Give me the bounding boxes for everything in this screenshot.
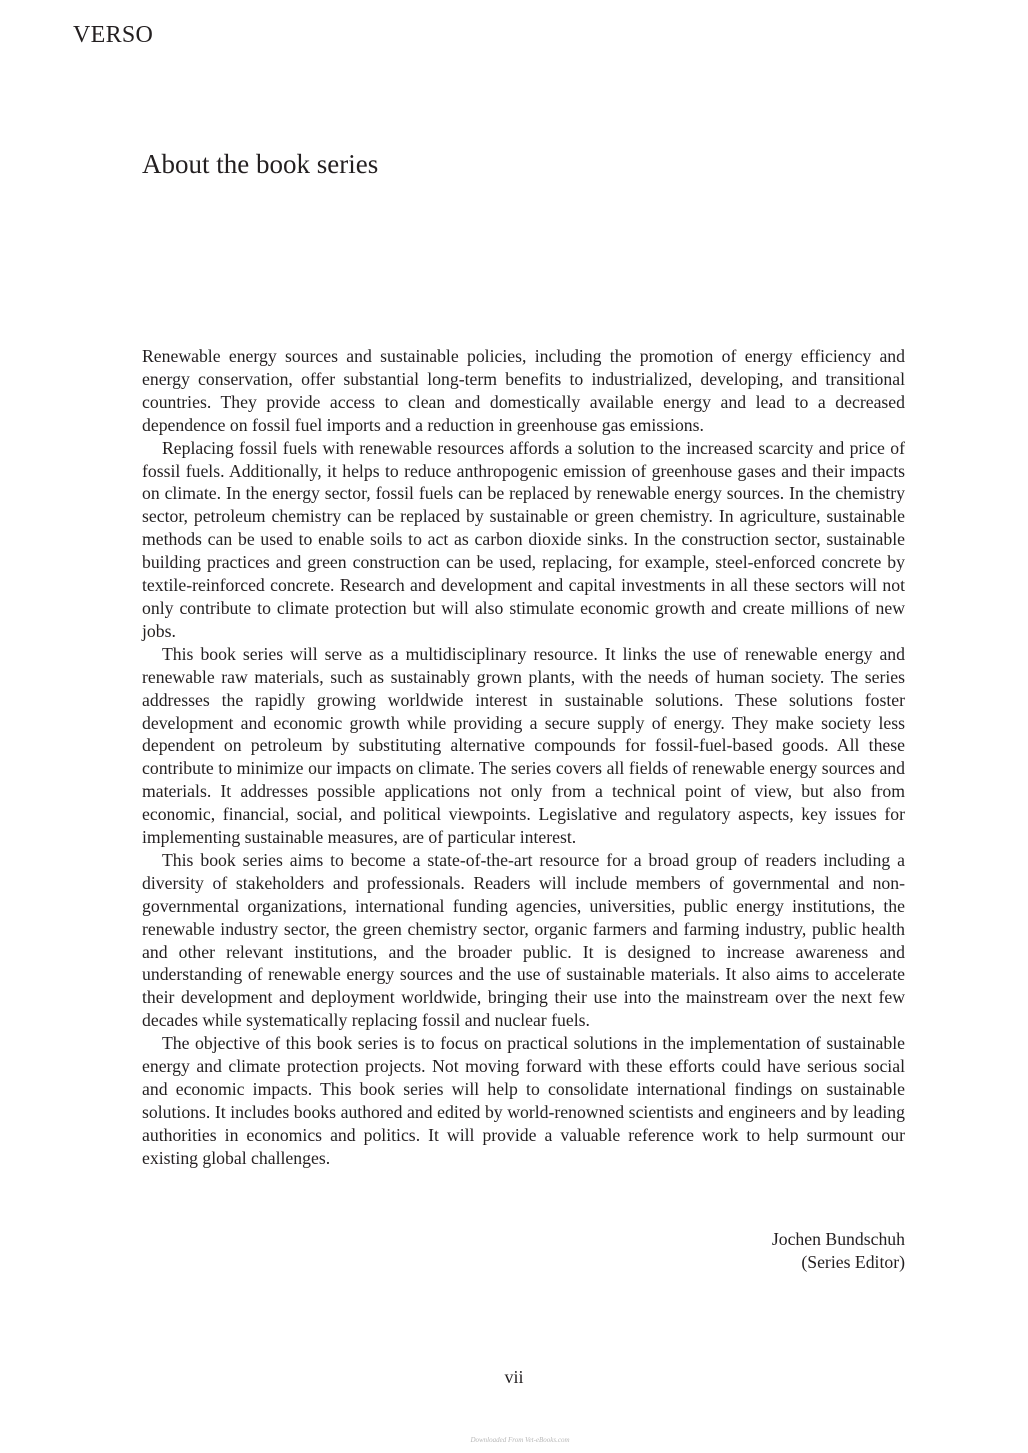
signature-block [772,1228,905,1274]
paragraph-3: This book series will serve as a multidisciplinary resource. It links the use of renewable energy and renewable raw materials, such as sustainably grown plants, with the needs of human society. The series addresses the rapidly growing worldwide interest in sustainable solutions. These solutions foster development and economic growth while providing a secure supply of energy. They make society less dependent on petroleum by substituting alternative compounds for fossil-fuel-based goods. All these contribute to minimize our impacts on climate. The series covers all fields of renewable energy sources and materials. It addresses possible applications not only from a technical point of view, but also from economic, financial, social, and political viewpoints. Legislative and regulatory aspects, key issues for implementing sustainable measures, are of particular interest. [142,643,905,848]
paragraph-5: The objective of this book series is to focus on practical solutions in the implementation of sustainable energy and climate protection projects. Not moving forward with these efforts could have serious social and economic impacts. This book series will help to consolidate international findings on sustainable solutions. It includes books authored and edited by world-renowned scientists and engineers and by leading authorities in economics and politics. It will provide a valuable reference work to help surmount our existing global challenges. [142,1033,905,1168]
running-head: VERSO [73,22,154,48]
page-number: vii [504,1367,524,1387]
body-text [142,345,905,1170]
paragraph-2: Replacing fossil fuels with renewable resources affords a solution to the increased scarcity and price of fossil fuels. Additionally, it helps to reduce anthropogenic emission of greenhouse gases and their impacts on climate. In the energy sector, fossil fuels can be replaced by renewable energy sources. In the chemistry sector, petroleum chemistry can be replaced by sustainable or green chemistry. In agriculture, sustainable methods can be used to enable soils to act as carbon dioxide sinks. In the construction sector, sustainable building practices and green construction can be used, replacing, for example, steel-enforced concrete by textile-reinforced concrete. Research and development and capital investments in all these sectors will not only contribute to climate protection but will also stimulate economic growth and create millions of new jobs. [142,437,905,641]
signature-name: Jochen Bundschuh [771,1229,905,1249]
signature-role: (Series Editor) [801,1251,905,1272]
paragraph-4: This book series aims to become a state-of-the-art resource for a broad group of readers including a diversity of stakeholders and professionals. Readers will include members of governmental and non-governmental organizations, international funding agencies, universities, public energy institutions, the renewable industry sector, the green chemistry sector, organic farmers and farming industry, public health and other relevant institutions, and the broader public. It is designed to increase awareness and understanding of renewable energy sources and the use of sustainable materials. It also aims to accelerate their development and deployment worldwide, bringing their use into the mainstream over the next few decades while systematically replacing fossil and nuclear fuels. [142,849,905,1031]
page-title: About the book series [142,149,379,179]
download-watermark: Downloaded From Vet-eBooks.com [470,1436,570,1444]
paragraph-1: Renewable energy sources and sustainable policies, including the promotion of energy efficiency and energy conservation, offer substantial long-term benefits to industrialized, developing, and transitional countries. They provide access to clean and domestically available energy and lead to a decreased dependence on fossil fuel imports and a reduction in greenhouse gas emissions. [142,346,905,435]
